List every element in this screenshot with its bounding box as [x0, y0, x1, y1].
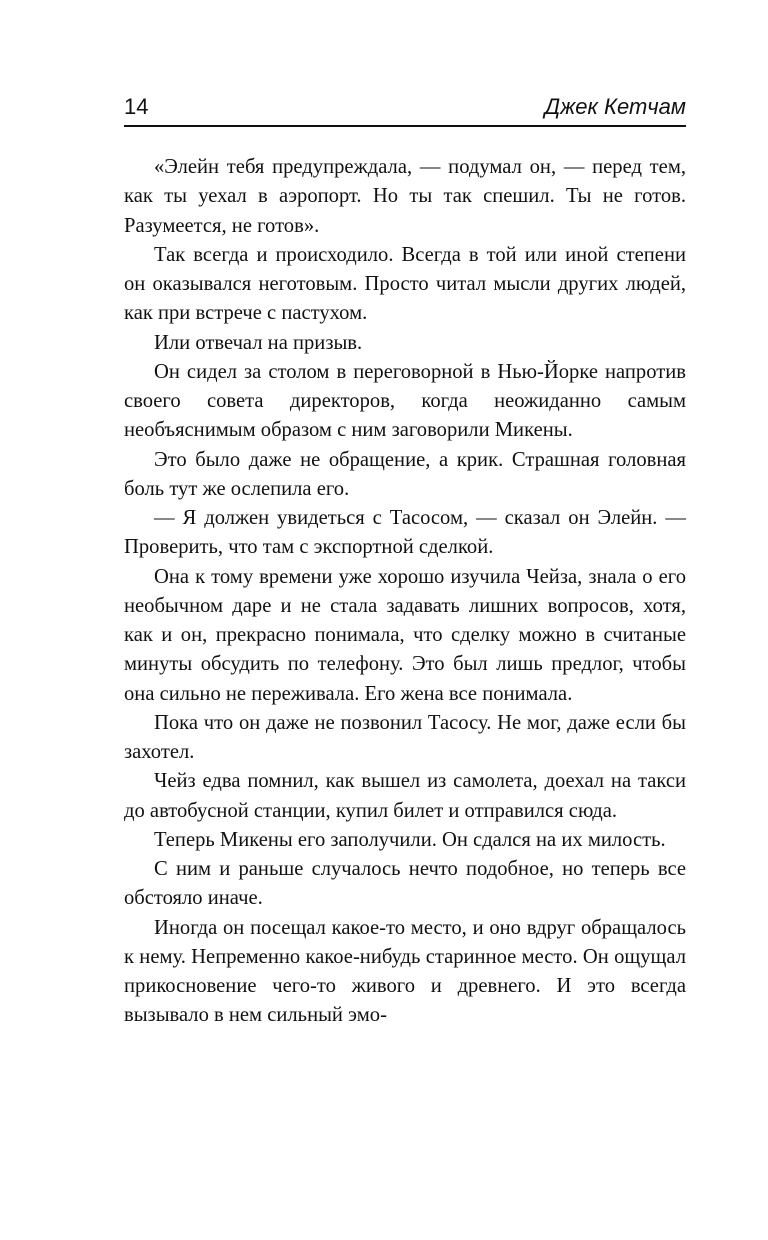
running-head-author: Джек Кетчам [544, 94, 686, 119]
paragraph: «Элейн тебя предупреждала, — подумал он, — перед тем, как ты уехал в аэропорт. Но ты так спешил. Ты не готов. Разумеется, не готов». [124, 156, 686, 237]
paragraph: — Я должен увидеться с Тасосом, — сказал он Элейн. — Проверить, что там с экспортной сделкой. [124, 507, 686, 559]
paragraph: Он сидел за столом в переговорной в Нью-Йорке напротив своего совета директоров, когда неожиданно самым необъяснимым образом с ним заговорили Микены. [124, 360, 686, 442]
paragraph: Иногда он посещал какое-то место, и оно вдруг обращалось к нему. Непременно какое-нибудь старинное место. Он ощущал прикосновение чего-то живого и древнего. И это всегда вызывало в нем сильный эмо- [124, 916, 686, 1027]
paragraph: Это было даже не обращение, а крик. Страшная головная боль тут же ослепила его. [124, 448, 686, 500]
paragraph: С ним и раньше случалось нечто подобное, но теперь все обстояло иначе. [124, 858, 686, 910]
paragraph: Пока что он даже не позвонил Тасосу. Не мог, даже если бы захотел. [124, 711, 686, 763]
paragraph: Она к тому времени уже хорошо изучила Чейза, знала о его необычном даре и не стала задавать лишних вопросов, хотя, как и он, прекрасно понимала, что сделку можно в считаные минуты обсудить по телефону. Это был лишь предлог, чтобы она сильно не переживала. Его жена все понимала. [124, 565, 686, 705]
paragraph: Так всегда и происходило. Всегда в той или иной степени он оказывался неготовым. Просто читал мысли других людей, как при встрече с пастухом. [124, 243, 686, 325]
page-number: 14 [124, 94, 149, 119]
paragraph: Чейз едва помнил, как вышел из самолета, доехал на такси до автобусной станции, купил билет и отправился сюда. [124, 770, 686, 822]
page-header [124, 93, 686, 127]
paragraph: Или отвечал на призыв. [154, 331, 363, 354]
paragraph: Теперь Микены его заполучили. Он сдался на их милость. [154, 828, 666, 851]
body-text [124, 153, 686, 1031]
